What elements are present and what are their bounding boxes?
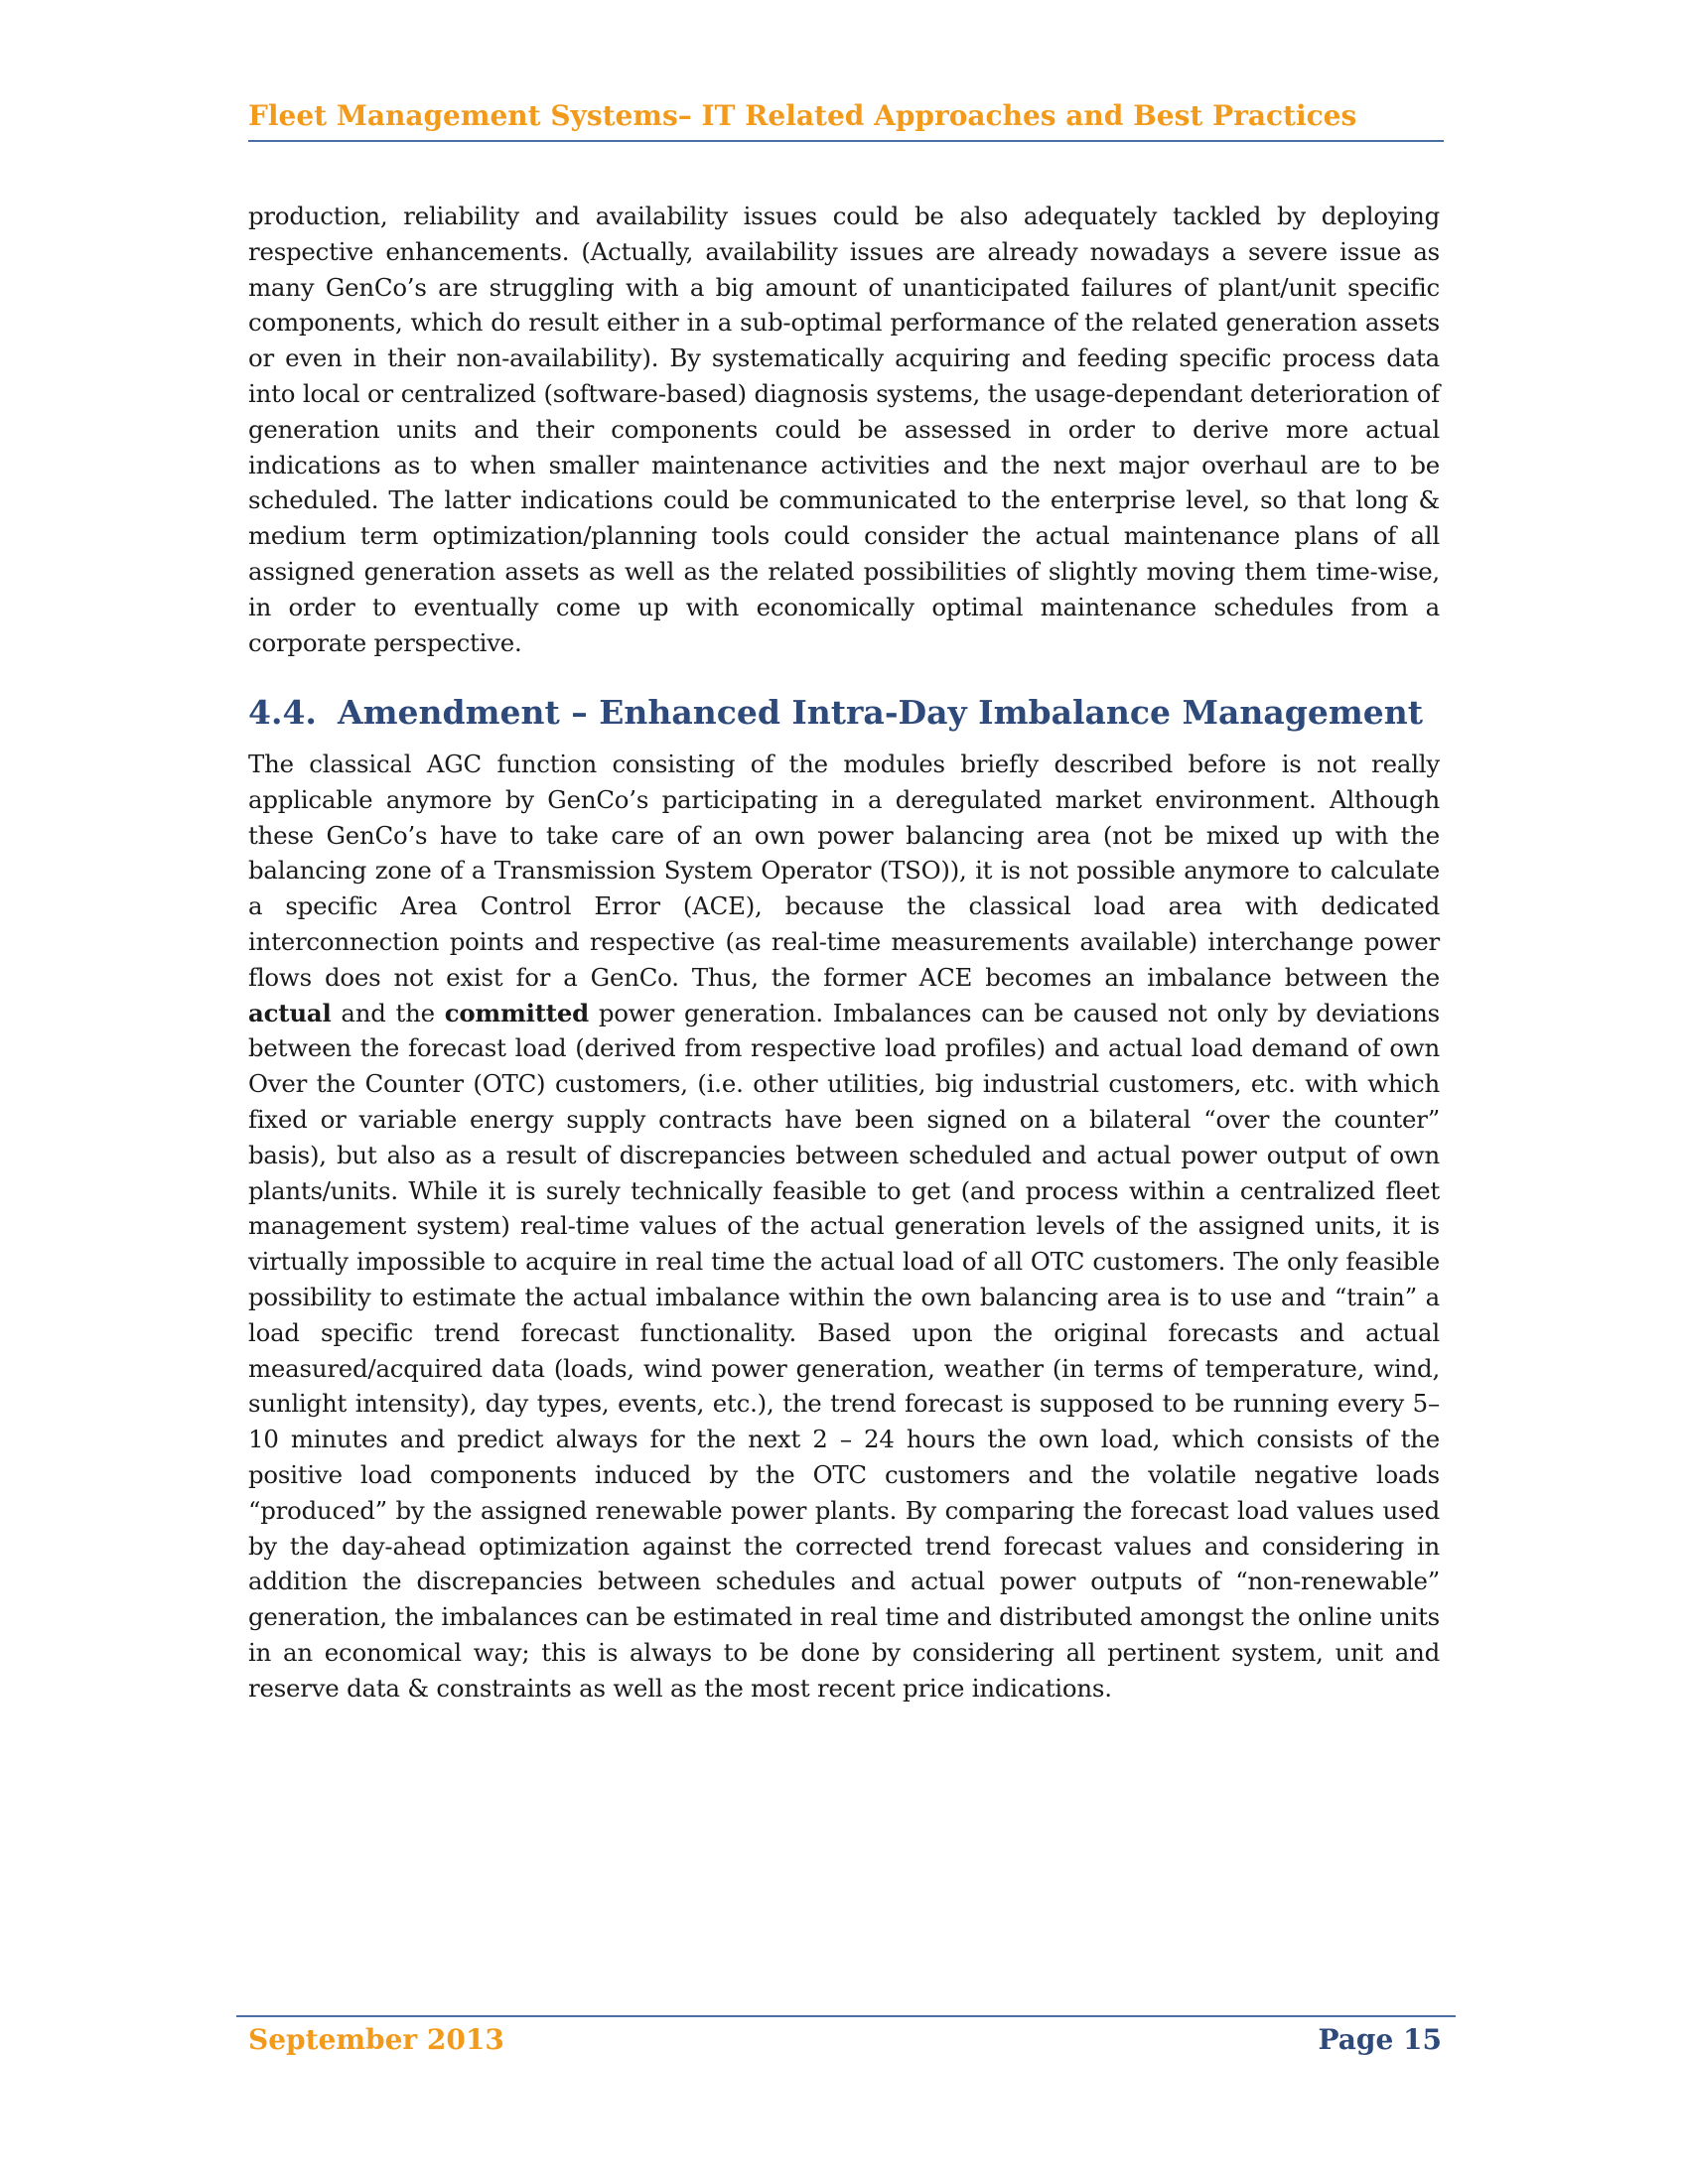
section-number: 4.4. (248, 693, 317, 732)
section-title: Amendment – Enhanced Intra-Day Imbalance Management (338, 693, 1423, 732)
paragraph-imbalance-management (248, 747, 1440, 1706)
paragraph-text-part: The classical AGC function consisting of the modules briefly described before is not really applicable anymore by GenCo’s participating in a deregulated market environment. Although these GenCo’s have to take care of an own power balancing area (not be mixed up with the balancing zone of a Transmission System Operator (TSO)), it is not possible anymore to calculate a specific Area Control Error (ACE), because the classical load area with dedicated interconnection points and respective (as real-time measurements available) interchange power flows does not exist for a GenCo. Thus, the former ACE becomes an imbalance between the (248, 750, 1440, 992)
paragraph-continuation: production, reliability and availability issues could be also adequately tackled by deploying respective enhancements. (Actually, availability issues are already nowadays a severe issue as many GenCo’s are struggling with a big amount of unanticipated failures of plant/unit specific components, which do result either in a sub-optimal performance of the related generation assets or even in their non-availability). By systematically acquiring and feeding specific process data into local or centralized (software-based) diagnosis systems, the usage-dependant deterioration of generation units and their components could be assessed in order to derive more actual indications as to when smaller maintenance activities and the next major overhaul are to be scheduled. The latter indications could be communicated to the enterprise level, so that long & medium term optimization/planning tools could consider the actual maintenance plans of all assigned generation assets as well as the related possibilities of slightly moving them time-wise, in order to eventually come up with economically optimal maintenance schedules from a corporate perspective. (248, 202, 1440, 657)
paragraph-text-part: power generation. Imbalances can be caused not only by deviations between the forecast load (derived from respective load profiles) and actual load demand of own Over the Counter (OTC) customers, (i.e. other utilities, big industrial customers, etc. with which fixed or variable energy supply contracts have been signed on a bilateral “over the counter” basis), but also as a result of discrepancies between scheduled and actual power output of own plants/units. While it is surely technically feasible to get (and process within a centralized fleet management system) real-time values of the actual generation levels of the assigned units, it is virtually impossible to acquire in real time the actual load of all OTC customers. The only feasible possibility to estimate the actual imbalance within the own balancing area is to use and “train” a load specific trend forecast functionality. Based upon the original forecasts and actual measured/acquired data (loads, wind power generation, weather (in terms of temperature, wind, sunlight intensity), day types, events, etc.), the trend forecast is supposed to be running every 5–10 minutes and predict always for the next 2 – 24 hours the own load, which consists of the positive load components induced by the OTC customers and the volatile negative loads “produced” by the assigned renewable power plants. By comparing the forecast load values used by the day-ahead optimization against the corrected trend forecast values and considering in addition the discrepancies between schedules and actual power outputs of “non-renewable” generation, the imbalances can be estimated in real time and distributed amongst the online units in an economical way; this is always to be done by considering all pertinent system, unit and reserve data & constraints as well as the most recent price indications. (248, 998, 1440, 1703)
bold-term-actual: actual (248, 998, 332, 1027)
section-heading (248, 693, 1440, 732)
bold-term-committed: committed (444, 998, 590, 1027)
footer-date: September 2013 (248, 2023, 504, 2056)
running-header: Fleet Management Systems– IT Related Approaches and Best Practices (248, 99, 1444, 142)
footer-divider (236, 2015, 1456, 2017)
paragraph-text-part: and the (331, 998, 445, 1027)
footer-page-number: Page 15 (1318, 2023, 1442, 2056)
